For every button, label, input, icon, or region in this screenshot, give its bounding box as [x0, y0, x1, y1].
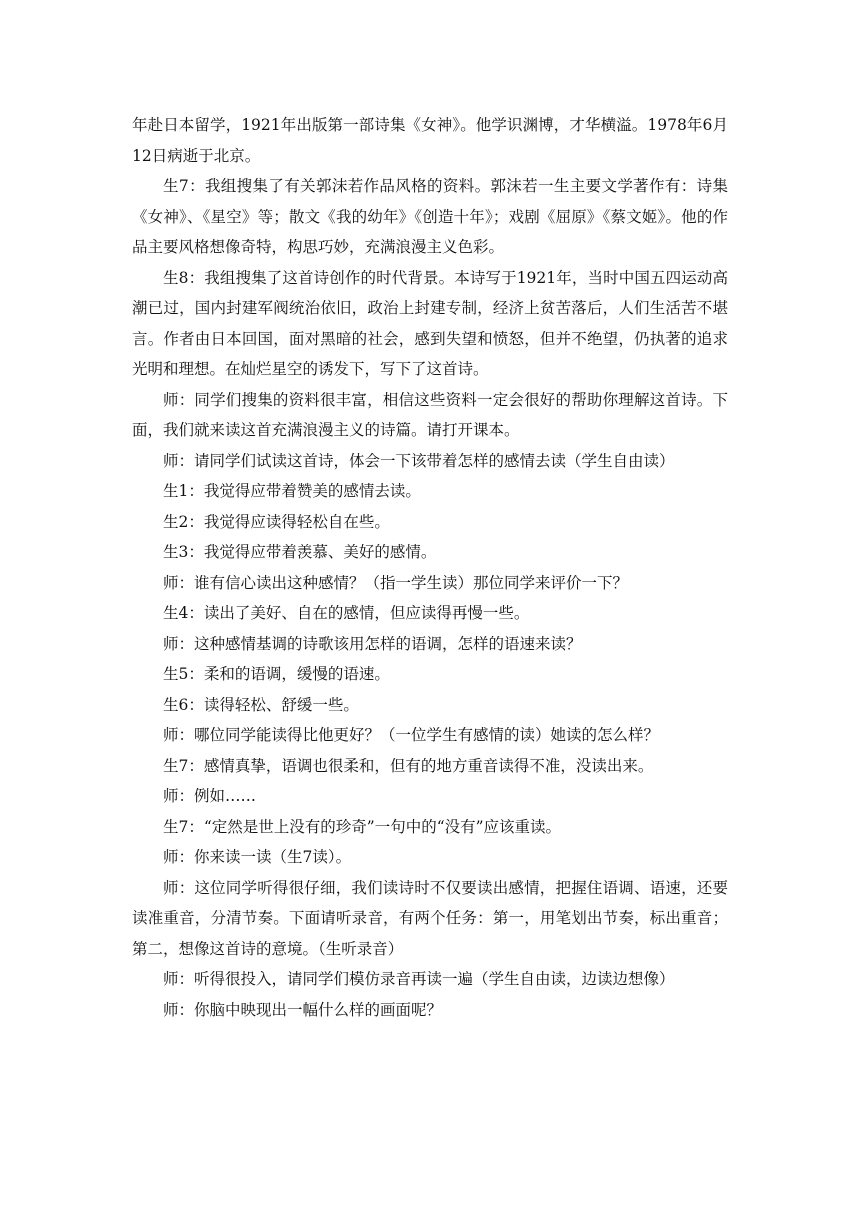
paragraph: 师：这种感情基调的诗歌该用怎样的语调，怎样的语速来读？: [163, 634, 582, 653]
paragraph: 生4：读出了美好、自在的感情，但应读得再慢一些。: [163, 604, 530, 622]
paragraph: 生2：我觉得应读得轻松自在些。: [163, 512, 390, 531]
paragraph: 生7：我组搜集了有关郭沫若作品风格的资料。郭沫若一生主要文学著作有：诗集《女神》、《星空》等；散文《我的幼年》《创造十年》；戏剧《屈原》《蔡文姬》。他的作品主要风格想像奇特，构思巧妙，充满浪漫主义色彩。: [132, 177, 728, 256]
paragraph: 师：例如……: [163, 787, 257, 805]
paragraph-continued: 年赴日本留学，1921年出版第一部诗集《女神》。他学识渊博，才华横溢。1978年6月12日病逝于北京。: [132, 116, 728, 165]
paragraph: 生6：读得轻松、舒缓一些。: [163, 695, 359, 714]
paragraph: 师：你脑中映现出一幅什么样的画面呢？: [163, 1000, 443, 1019]
paragraph: 生3：我觉得应带着羡慕、美好的感情。: [163, 543, 437, 561]
paragraph: 师：同学们搜集的资料很丰富，相信这些资料一定会很好的帮助你理解这首诗。下面，我们就来读这首充满浪漫主义的诗篇。请打开课本。: [132, 390, 728, 439]
paragraph: 师：这位同学听得很仔细，我们读诗时不仅要读出感情，把握住语调、语速，还要读准重音，分清节奏。下面请听录音，有两个任务：第一，用笔划出节奏，标出重音；第二，想像这首诗的意境。（生听录音）: [132, 878, 728, 958]
paragraph: 生7：“定然是世上没有的珍奇”一句中的“没有”应该重读。: [163, 817, 562, 836]
paragraph: 师：请同学们试读这首诗，体会一下该带着怎样的感情去读（学生自由读）: [163, 451, 675, 470]
paragraph: 生7：感情真挚，语调也很柔和，但有的地方重音读得不准，没读出来。: [163, 756, 654, 775]
paragraph: 生5：柔和的语调，缓慢的语速。: [163, 665, 390, 683]
paragraph: 师：你来读一读（生7读）。: [163, 848, 352, 866]
paragraph: 师：谁有信心读出这种感情？（指一学生读）那位同学来评价一下？: [163, 573, 629, 592]
paragraph: 生1：我觉得应带着赞美的感情去读。: [163, 482, 421, 500]
document-body: [132, 110, 728, 1025]
paragraph: 师：哪位同学能读得比他更好？（一位学生有感情的读）她读的怎么样？: [163, 726, 660, 744]
paragraph: 师：听得很投入，请同学们模仿录音再读一遍（学生自由读，边读边想像）: [163, 970, 675, 988]
paragraph: 生8：我组搜集了这首诗创作的时代背景。本诗写于1921年，当时中国五四运动高潮已过，国内封建军阀统治依旧，政治上封建专制，经济上贫苦落后，人们生活苦不堪言。作者由日本回国，面对黑暗的社会，感到失望和愤怒，但并不绝望，仍执著的追求光明和理想。在灿烂星空的诱发下，写下了这首诗。: [132, 268, 728, 378]
